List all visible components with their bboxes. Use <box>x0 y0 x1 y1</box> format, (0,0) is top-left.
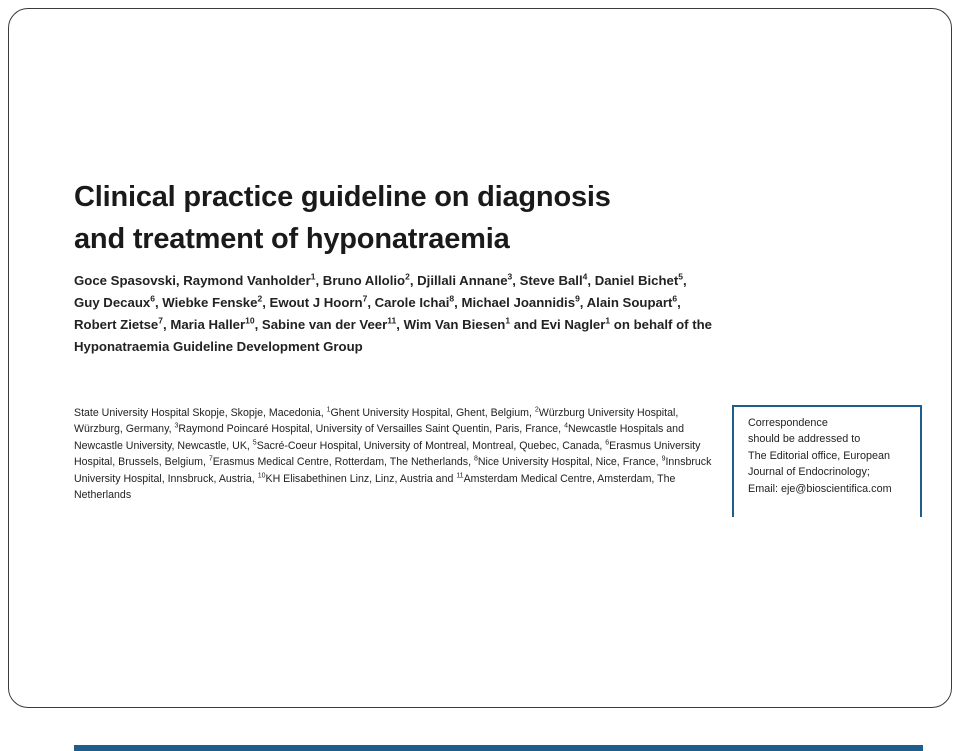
title-line-1: Clinical practice guideline on diagnosis <box>74 181 611 213</box>
author-name: Sabine van der Veer <box>261 317 388 332</box>
author-name: Maria Haller <box>170 317 246 332</box>
title-line-2: and treatment of hyponatraemia <box>74 223 510 255</box>
author-separator: on behalf of the Hyponatraemia Guideline Development Group <box>74 317 712 354</box>
author-name: Alain Soupart <box>586 295 673 310</box>
author-separator: , <box>396 317 404 332</box>
affiliation-text: Ghent University Hospital, Ghent, Belgium, <box>330 407 535 419</box>
author-separator: , <box>677 295 681 310</box>
affiliation-mark: 5 <box>252 439 257 447</box>
author-affiliation-mark: 1 <box>310 271 316 282</box>
affiliation-text: Erasmus Medical Centre, Rotterdam, The Netherlands, <box>212 456 474 469</box>
correspondence-line: Correspondence <box>748 417 828 429</box>
author-name: Carole Ichai <box>374 295 450 310</box>
author-name: Steve Ball <box>519 273 583 288</box>
author-separator: , <box>682 273 687 288</box>
author-name: Wim Van Biesen <box>403 317 506 332</box>
author-separator: , <box>254 317 262 332</box>
affiliation-mark: 2 <box>534 406 539 414</box>
paper-header-clipping <box>74 176 924 526</box>
author-affiliation-mark: 11 <box>387 315 397 326</box>
affiliation-mark: 1 <box>326 406 331 414</box>
author-separator: , <box>175 273 184 288</box>
author-separator: , <box>163 317 171 332</box>
affiliation-mark: 8 <box>473 455 478 463</box>
author-affiliation-mark: 4 <box>582 271 588 282</box>
correspondence-line: Journal of Endocrinology; <box>748 466 870 479</box>
affiliation-mark: 4 <box>564 422 568 430</box>
author-name: Michael Joannidis <box>461 295 576 310</box>
author-name: Evi Nagler <box>540 317 606 332</box>
author-separator: , <box>154 295 163 310</box>
author-name: Daniel Bichet <box>594 273 679 288</box>
author-separator: and <box>510 317 541 332</box>
paper-footer-section <box>74 405 924 519</box>
header-rule-bar <box>74 745 923 751</box>
author-name: Djillali Annane <box>417 273 508 288</box>
author-separator: , <box>315 273 323 288</box>
author-affiliation-mark: 3 <box>507 271 513 282</box>
correspondence-email: Email: eje@bioscientifica.com <box>748 482 892 495</box>
author-separator: , <box>512 273 520 288</box>
affiliation-mark: 6 <box>605 439 610 447</box>
author-name: Guy Decaux <box>74 295 151 310</box>
author-affiliation-mark: 6 <box>150 293 155 304</box>
author-affiliation-mark: 10 <box>245 315 255 326</box>
author-list <box>74 270 714 358</box>
author-affiliation-mark: 9 <box>575 293 580 304</box>
affiliation-text: Newcastle Hospitals and Newcastle University, Newcastle, UK, <box>74 423 684 452</box>
affiliation-text: Erasmus University Hospital, Brussels, Belgium, <box>74 439 701 469</box>
author-separator: , <box>262 295 270 310</box>
affiliation-text: Nice University Hospital, Nice, France, <box>477 456 662 469</box>
author-affiliation-mark: 8 <box>449 293 455 304</box>
affiliation-text: Innsbruck University Hospital, Innsbruck, Austria, <box>74 456 712 485</box>
correspondence-box <box>732 405 922 517</box>
author-name: Goce Spasovski <box>74 273 176 288</box>
affiliation-mark: 10 <box>257 472 266 480</box>
paper-title <box>74 176 924 260</box>
author-separator: , <box>367 295 375 310</box>
affiliation-mark: 9 <box>661 455 666 463</box>
author-affiliation-mark: 7 <box>362 293 368 304</box>
affiliation-text: Würzburg University Hospital, Würzburg, Germany, <box>74 407 679 436</box>
author-name: Raymond Vanholder <box>183 273 311 288</box>
affiliations-block <box>74 405 722 503</box>
author-affiliation-mark: 1 <box>505 315 511 326</box>
author-affiliation-mark: 2 <box>405 271 410 282</box>
author-name: Bruno Allolio <box>322 273 406 288</box>
author-separator: , <box>409 273 418 288</box>
affiliation-text: Raymond Poincaré Hospital, University of Versailles Saint Quentin, Paris, France, <box>178 423 565 436</box>
author-name: Robert Zietse <box>74 317 159 332</box>
affiliation-text: KH Elisabethinen Linz, Linz, Austria and <box>265 472 457 485</box>
author-name: Wiebke Fenske <box>162 295 258 310</box>
correspondence-line: The Editorial office, European <box>748 449 891 462</box>
affiliation-text: State University Hospital Skopje, Skopje, Macedonia, <box>74 407 327 419</box>
author-separator: , <box>587 273 595 288</box>
author-affiliation-mark: 5 <box>678 271 683 282</box>
author-separator: , <box>579 295 587 310</box>
author-affiliation-mark: 6 <box>672 293 678 304</box>
affiliation-mark: 3 <box>174 422 179 430</box>
author-separator: , <box>454 295 462 310</box>
correspondence-line: should be addressed to <box>748 433 861 446</box>
author-affiliation-mark: 1 <box>605 315 611 326</box>
affiliation-text: Sacré-Coeur Hospital, University of Montreal, Montreal, Quebec, Canada, <box>256 439 606 452</box>
affiliation-text: Amsterdam Medical Centre, Amsterdam, The Netherlands <box>74 472 676 502</box>
author-affiliation-mark: 7 <box>158 315 164 326</box>
affiliation-mark: 11 <box>456 472 464 480</box>
author-affiliation-mark: 2 <box>257 293 263 304</box>
author-name: Ewout J Hoorn <box>269 295 363 310</box>
affiliation-mark: 7 <box>208 455 213 463</box>
